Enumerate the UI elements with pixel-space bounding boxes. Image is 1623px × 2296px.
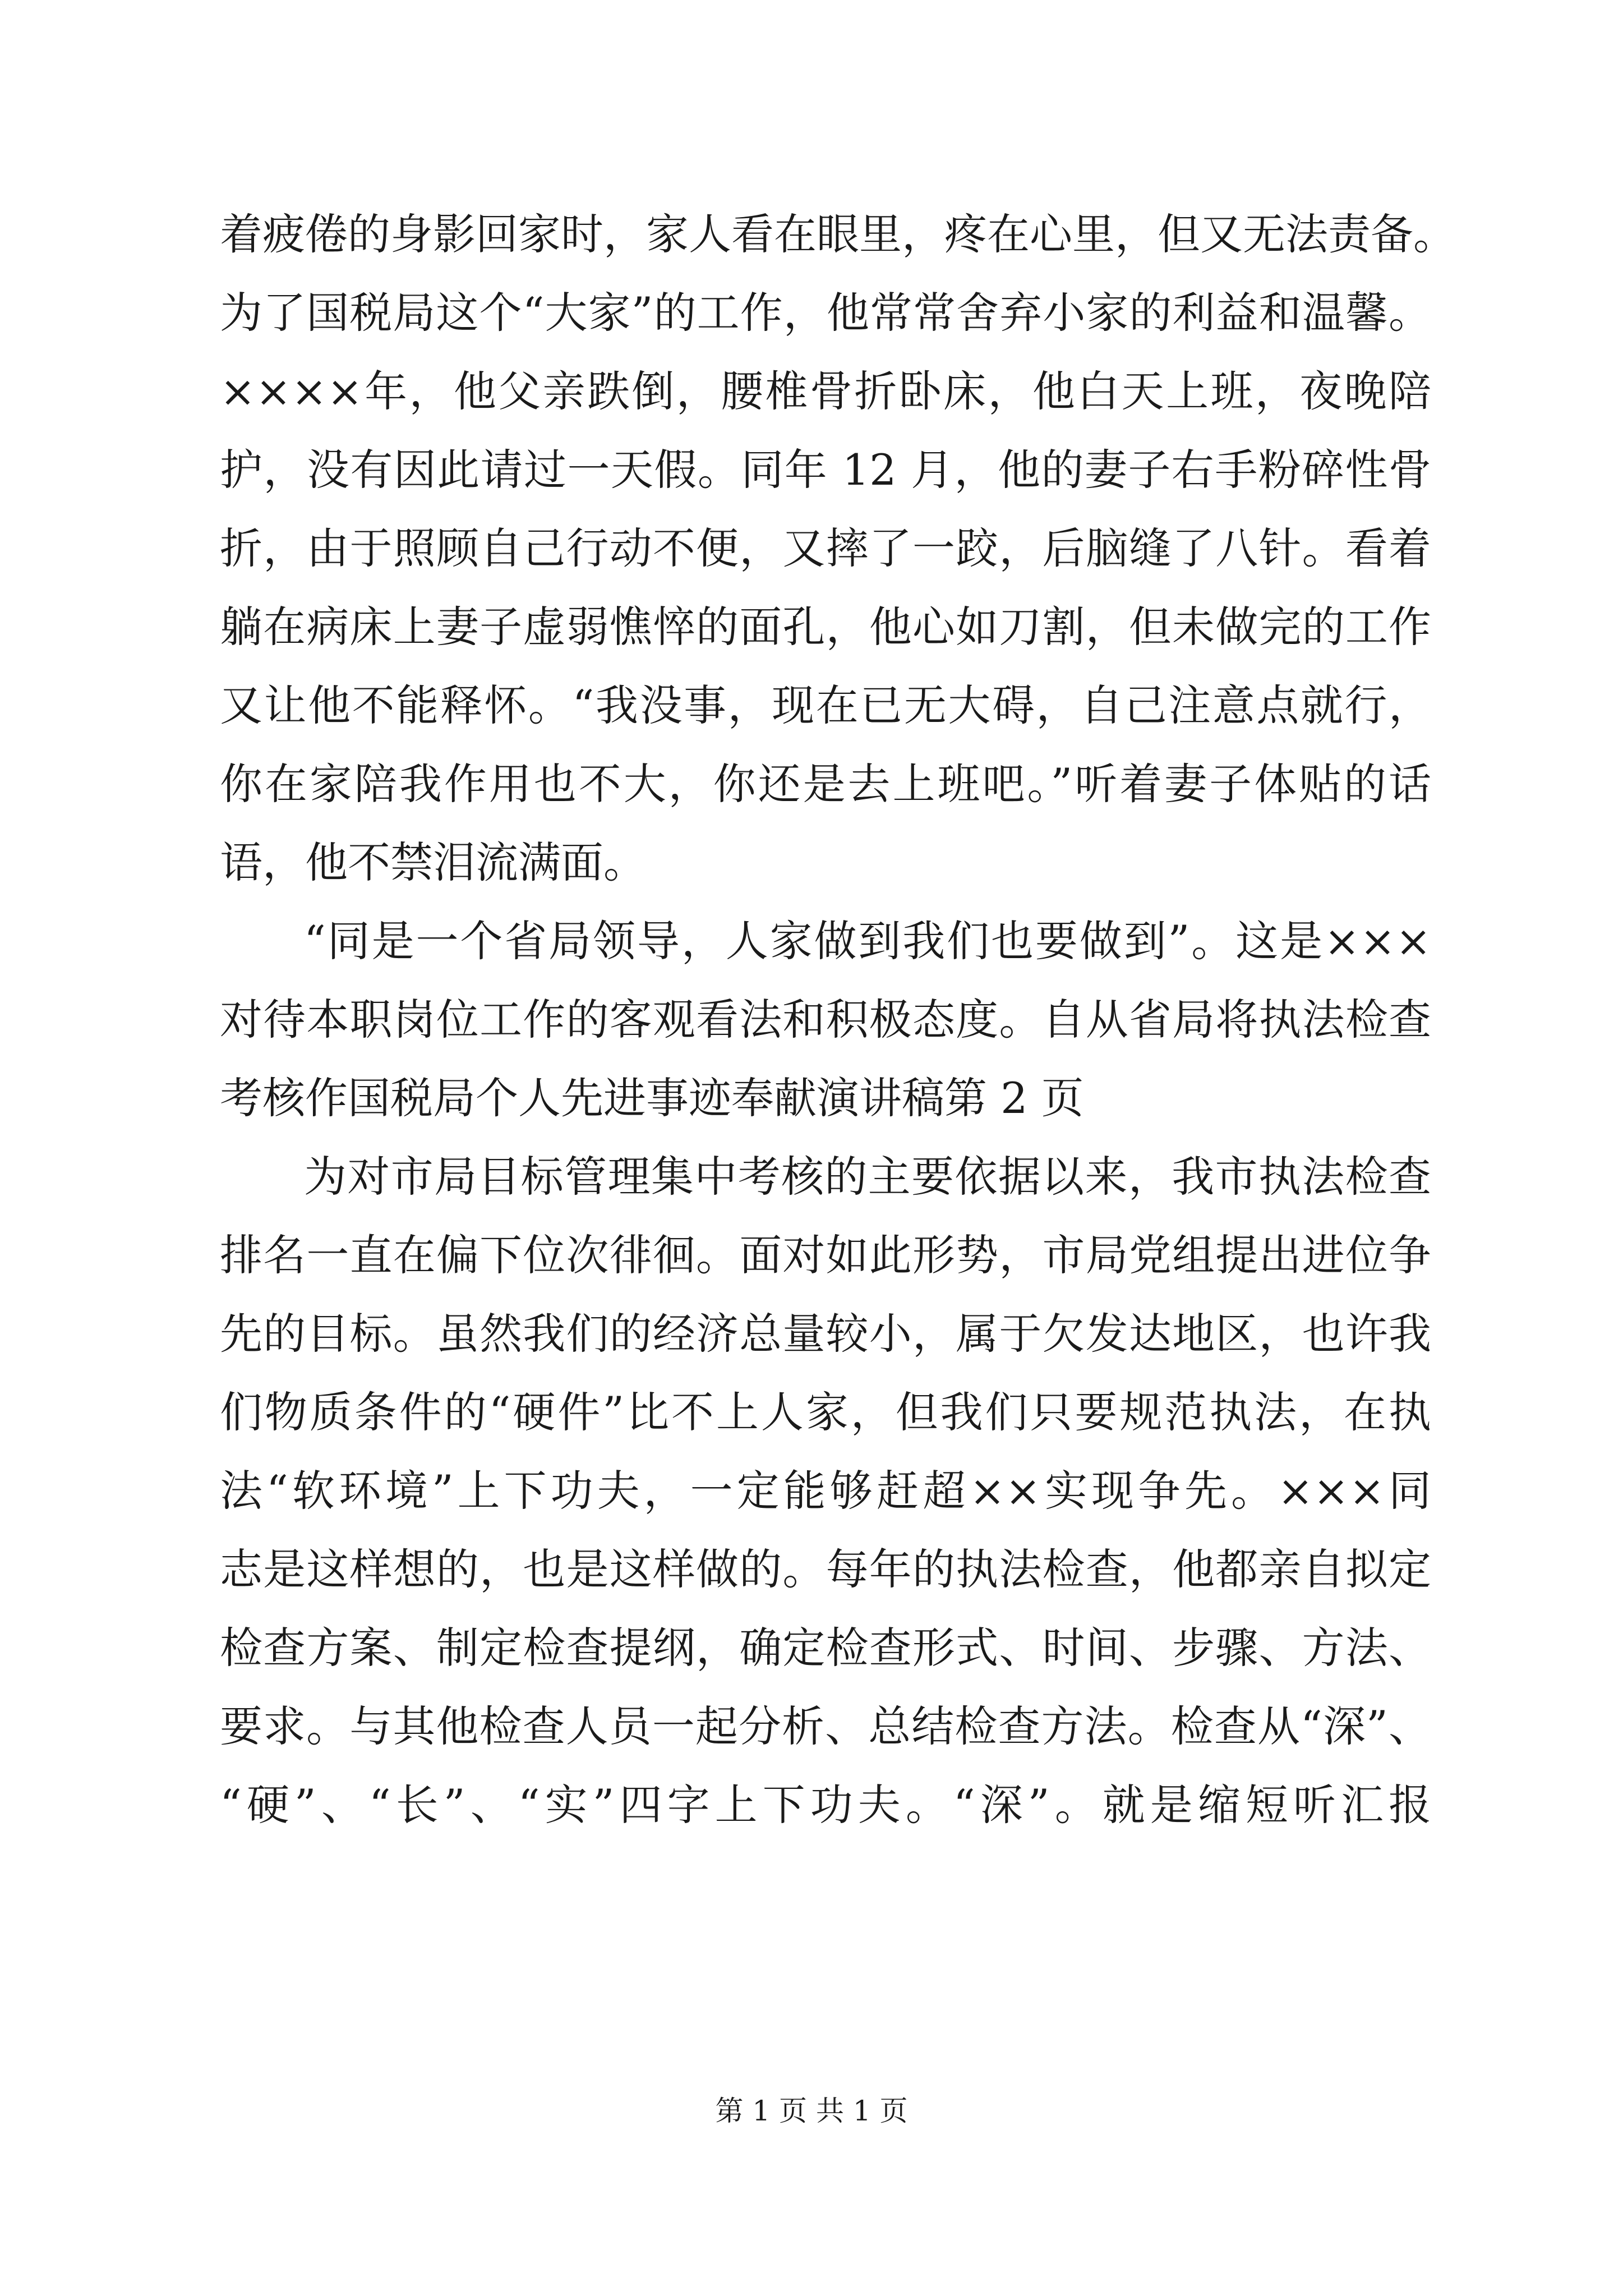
text-line: “硬”、“长”、“实”四字上下功夫。“深”。就是缩短听汇报 [220,1780,1431,1830]
text-line: 对待本职岗位工作的客观看法和积极态度。自从省局将执法检查 [220,995,1431,1045]
text-line: 为对市局目标管理集中考核的主要依据以来，我市执法检查 [304,1152,1431,1202]
text-line: 折，由于照顾自己行动不便，又摔了一跤，后脑缝了八针。看着 [220,523,1431,573]
text-line: 法“软环境”上下功夫，一定能够赶超××实现争先。×××同 [220,1466,1431,1516]
text-line: 着疲倦的身影回家时，家人看在眼里，疼在心里，但又无法责备。 [220,209,1456,259]
text-line: 为了国税局这个“大家”的工作，他常常舍弃小家的利益和温馨。 [220,288,1431,338]
text-line: 躺在病床上妻子虚弱憔悴的面孔，他心如刀割，但未做完的工作 [220,602,1431,652]
text-line: 语，他不禁泪流满面。 [220,838,646,887]
page-number-footer: 第 1 页 共 1 页 [715,2095,908,2127]
text-line: 志是这样想的，也是这样做的。每年的执法检查，他都亲自拟定 [220,1544,1431,1594]
text-line: 先的目标。虽然我们的经济总量较小，属于欠发达地区，也许我 [220,1309,1431,1359]
text-line: 排名一直在偏下位次徘徊。面对如此形势，市局党组提出进位争 [220,1230,1431,1280]
text-line: 护，没有因此请过一天假。同年 12 月，他的妻子右手粉碎性骨 [220,445,1431,495]
text-line: ××××年，他父亲跌倒，腰椎骨折卧床，他白天上班，夜晚陪 [220,366,1431,416]
text-line: 又让他不能释怀。“我没事，现在已无大碍，自己注意点就行， [220,680,1431,730]
text-line: 你在家陪我作用也不大，你还是去上班吧。”听着妻子体贴的话 [220,759,1431,809]
text-line: “同是一个省局领导，人家做到我们也要做到”。这是××× [304,916,1431,966]
text-line: 考核作国税局个人先进事迹奉献演讲稿第 2 页 [220,1073,1084,1123]
text-line: 要求。与其他检查人员一起分析、总结检查方法。检查从“深”、 [220,1701,1431,1751]
text-line: 们物质条件的“硬件”比不上人家，但我们只要规范执法，在执 [220,1387,1431,1437]
text-line: 检查方案、制定检查提纲，确定检查形式、时间、步骤、方法、 [220,1623,1431,1673]
